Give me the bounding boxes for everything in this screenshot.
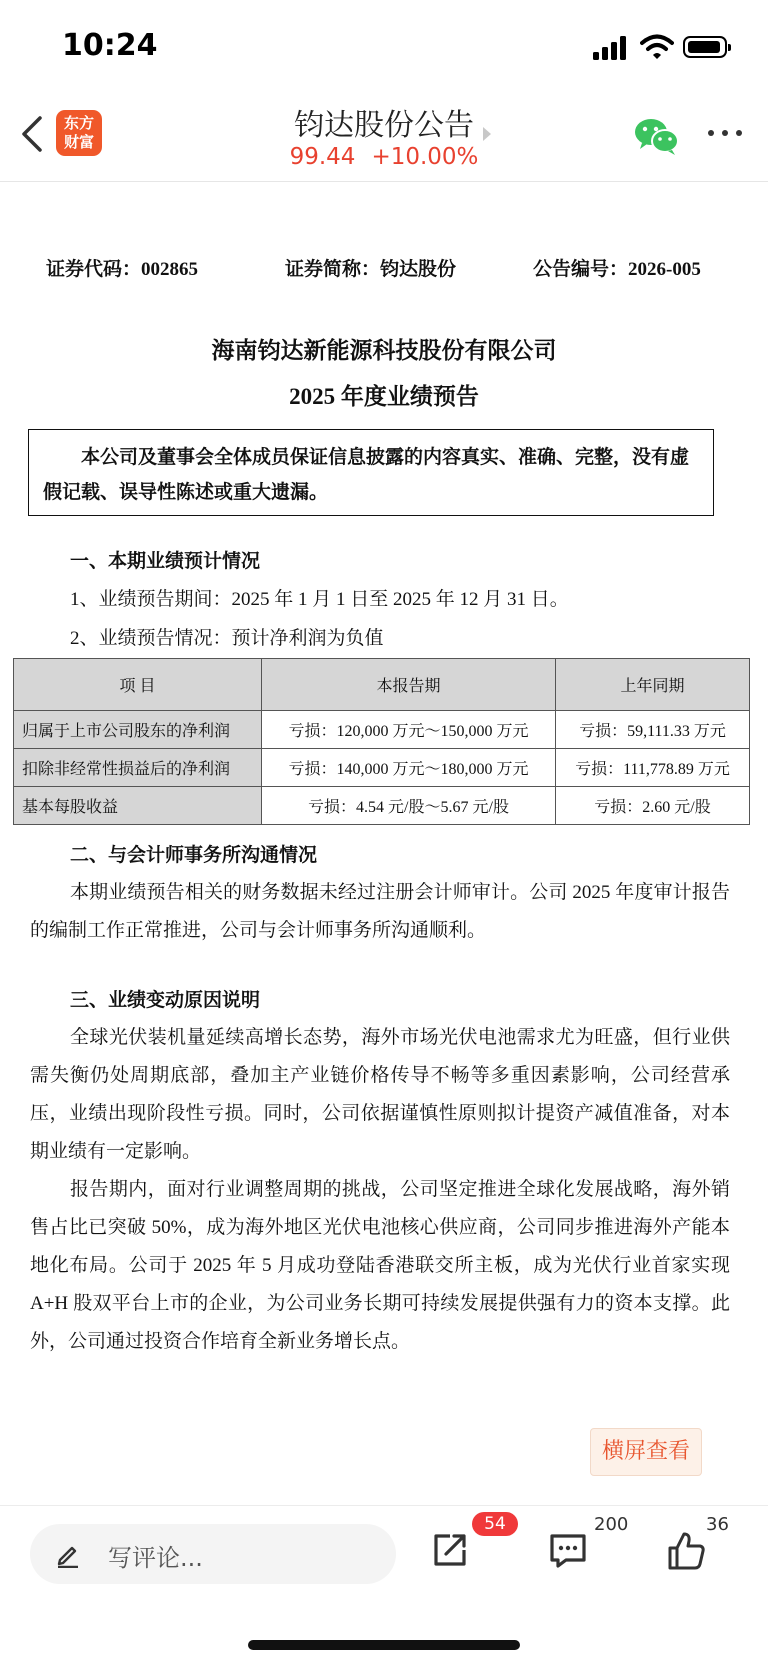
share-count-badge: 54 [472, 1512, 518, 1536]
stock-change: +10.00% [371, 144, 479, 170]
share-icon[interactable] [428, 1528, 472, 1572]
forecast-status: 2、业绩预告情况：预计净利润为负值 [70, 628, 384, 649]
paragraph: 本期业绩预告相关的财务数据未经过注册会计师审计。公司 2025 年度审计报告的编制工作正常推进，公司与会计师事务所沟通顺利。 [30, 882, 730, 941]
disclaimer-box: 本公司及董事会全体成员保证信息披露的内容真实、准确、完整，没有虚假记载、误导性陈述或重大遗漏。 [28, 429, 714, 516]
landscape-view-button[interactable]: 横屏查看 [590, 1428, 702, 1476]
table-cell: 亏损：4.54 元/股～5.67 元/股 [262, 787, 556, 825]
paragraph: 报告期内，面对行业调整周期的挑战，公司坚定推进全球化发展战略，海外销售占比已突破 50%，成为海外地区光伏电池核心供应商，公司同步推进海外产能本地化布局。公司于 2025 年 5 月成功登陆香港联交所主板，成为光伏行业首家实现 A+H 股双平台上市的企业，为公司业务长期可持续发展提供强有力的资本支撑。此外，公司通过投资合作培育全新业务增长点。 [30, 1179, 730, 1352]
pencil-icon [54, 1540, 82, 1568]
paragraph: 全球光伏装机量延续高增长态势，海外市场光伏电池需求尤为旺盛，但行业供需失衡仍处周期底部，叠加主产业链价格传导不畅等多重因素影响，公司经营承压，业绩出现阶段性亏损。同时，公司依据谨慎性原则拟计提资产减值准备，对本期业绩有一定影响。 [30, 1027, 730, 1162]
eastmoney-logo[interactable]: 东方 财富 [56, 110, 102, 156]
table-cell: 亏损：111,778.89 万元 [556, 749, 750, 787]
chevron-right-icon[interactable] [483, 127, 491, 141]
forecast-period: 1、业绩预告期间：2025 年 1 月 1 日至 2025 年 12 月 31 日。 [70, 589, 569, 610]
thumbs-up-icon[interactable] [664, 1528, 708, 1572]
cellular-signal-icon [593, 36, 627, 60]
wechat-share-icon[interactable] [634, 116, 680, 156]
wifi-icon [640, 33, 674, 61]
stock-code: 证券代码：002865 [46, 259, 199, 280]
stock-price: 99.44 [289, 144, 356, 170]
comment-count: 200 [594, 1514, 629, 1535]
table-header-cell: 上年同期 [556, 659, 750, 711]
company-name: 海南钧达新能源科技股份有限公司 [211, 338, 557, 363]
table-cell: 基本每股收益 [14, 787, 262, 825]
table-cell: 亏损：120,000 万元～150,000 万元 [262, 711, 556, 749]
like-count: 36 [706, 1514, 729, 1535]
comment-input[interactable] [30, 1524, 396, 1584]
notice-number: 公告编号：2026-005 [533, 259, 701, 280]
section-heading: 二、与会计师事务所沟通情况 [70, 845, 318, 866]
table-row [14, 749, 750, 787]
table-row [14, 711, 750, 749]
table-cell: 亏损：59,111.33 万元 [556, 711, 750, 749]
table-cell: 归属于上市公司股东的净利润 [14, 711, 262, 749]
home-indicator [248, 1640, 520, 1650]
table-cell: 亏损：140,000 万元～180,000 万元 [262, 749, 556, 787]
stock-short-name: 证券简称：钧达股份 [285, 259, 457, 280]
report-title: 2025 年度业绩预告 [289, 384, 479, 409]
table-row [14, 787, 750, 825]
performance-table [13, 658, 750, 825]
table-cell: 亏损：2.60 元/股 [556, 787, 750, 825]
page-title[interactable]: 钧达股份公告 [294, 108, 474, 143]
section-heading: 三、业绩变动原因说明 [70, 990, 261, 1011]
table-header-row [14, 659, 750, 711]
table-header-cell: 本报告期 [262, 659, 556, 711]
section-heading: 一、本期业绩预计情况 [70, 551, 261, 572]
comment-placeholder: 写评论... [108, 1544, 203, 1572]
battery-icon [683, 36, 727, 58]
comment-icon[interactable] [546, 1528, 590, 1572]
status-bar [0, 0, 768, 96]
more-options-icon[interactable] [708, 128, 744, 140]
table-header-cell: 项 目 [14, 659, 262, 711]
bottom-toolbar [0, 1505, 768, 1663]
app-header [0, 96, 768, 182]
status-time: 10:24 [62, 28, 158, 63]
table-cell: 扣除非经常性损益后的净利润 [14, 749, 262, 787]
